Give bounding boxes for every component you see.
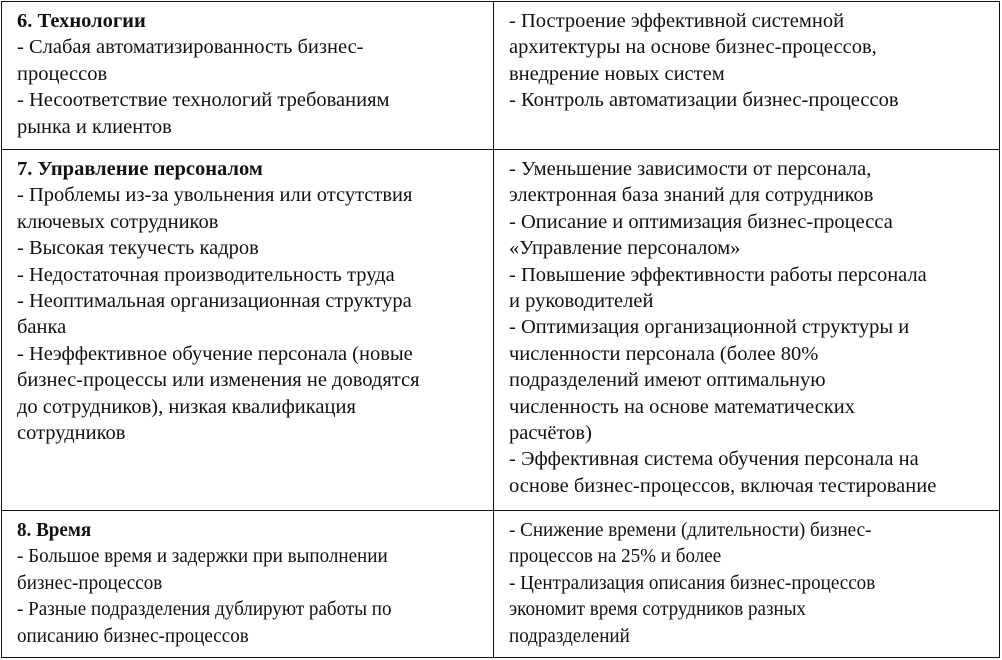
problem-line: бизнес-процессы или изменения не доводятся [17, 369, 420, 392]
problem-line: до сотрудников), низкая квалификация [17, 395, 356, 418]
problem-line: описанию бизнес-процессов [17, 624, 249, 647]
problem-line: - Слабая автоматизированность бизнес- [17, 36, 364, 59]
solution-line: - Контроль автоматизации бизнес-процессов [509, 89, 899, 112]
table-row-technologies [2, 2, 1000, 150]
problem-line: сотрудников [17, 422, 126, 445]
solution-line: подразделений имеют оптимальную [509, 369, 826, 392]
table-row-personnel [2, 150, 1000, 511]
solution-line: - Централизация описания бизнес-процессов [509, 571, 876, 594]
solution-cell [494, 511, 1000, 658]
problem-line: бизнес-процессов [17, 571, 163, 594]
solution-line: - Оптимизация организационной структуры и [509, 316, 910, 339]
solution-line: процессов на 25% и более [509, 545, 722, 568]
solution-line: расчётов) [509, 422, 592, 445]
problem-line: - Недостаточная производительность труда [17, 263, 395, 286]
solution-line: численность на основе математических [509, 395, 855, 418]
problem-line: рынка и клиентов [17, 115, 172, 138]
problem-line: - Проблемы из-за увольнения или отсутствия [17, 184, 413, 207]
solution-line: архитектуры на основе бизнес-процессов, [509, 36, 877, 59]
problem-line: - Большое время и задержки при выполнении [17, 545, 388, 568]
solution-line: - Уменьшение зависимости от персонала, [509, 158, 872, 180]
problem-line: ключевых сотрудников [17, 210, 219, 233]
solution-line: численности персонала (более 80% [509, 342, 819, 365]
measures-table [1, 1, 1000, 658]
solution-cell [494, 150, 1000, 511]
table-row-time [2, 511, 1000, 658]
problem-cell [2, 511, 494, 658]
section-heading: 6. Технологии [17, 10, 146, 32]
problem-line: банка [17, 316, 67, 339]
solution-line: - Построение эффективной системной [509, 10, 845, 32]
section-heading: 8. Время [17, 519, 92, 541]
solution-line: основе бизнес-процессов, включая тестирование [509, 474, 937, 497]
solution-line: «Управление персоналом» [509, 237, 741, 260]
problem-line: - Высокая текучесть кадров [17, 237, 259, 260]
problem-cell [2, 2, 494, 150]
problem-line: - Несоответствие технологий требованиям [17, 89, 390, 112]
problem-line: - Разные подразделения дублируют работы по [17, 598, 392, 621]
solution-line: - Эффективная система обучения персонала на [509, 448, 919, 471]
solution-line: электронная база знаний для сотрудников [509, 184, 874, 207]
solution-line: и руководителей [509, 290, 654, 313]
problem-line: - Неоптимальная организационная структура [17, 290, 412, 313]
problem-line: - Неэффективное обучение персонала (новые [17, 342, 413, 365]
section-heading: 7. Управление персоналом [17, 158, 263, 180]
solution-line: - Снижение времени (длительности) бизнес- [509, 519, 872, 541]
problem-line: процессов [17, 62, 108, 85]
solution-cell [494, 2, 1000, 150]
solution-line: - Описание и оптимизация бизнес-процесса [509, 210, 893, 233]
solution-line: - Повышение эффективности работы персонала [509, 263, 927, 286]
solution-line: экономит время сотрудников разных [509, 598, 807, 621]
problem-cell [2, 150, 494, 511]
solution-line: внедрение новых систем [509, 62, 725, 85]
solution-line: подразделений [509, 624, 630, 647]
